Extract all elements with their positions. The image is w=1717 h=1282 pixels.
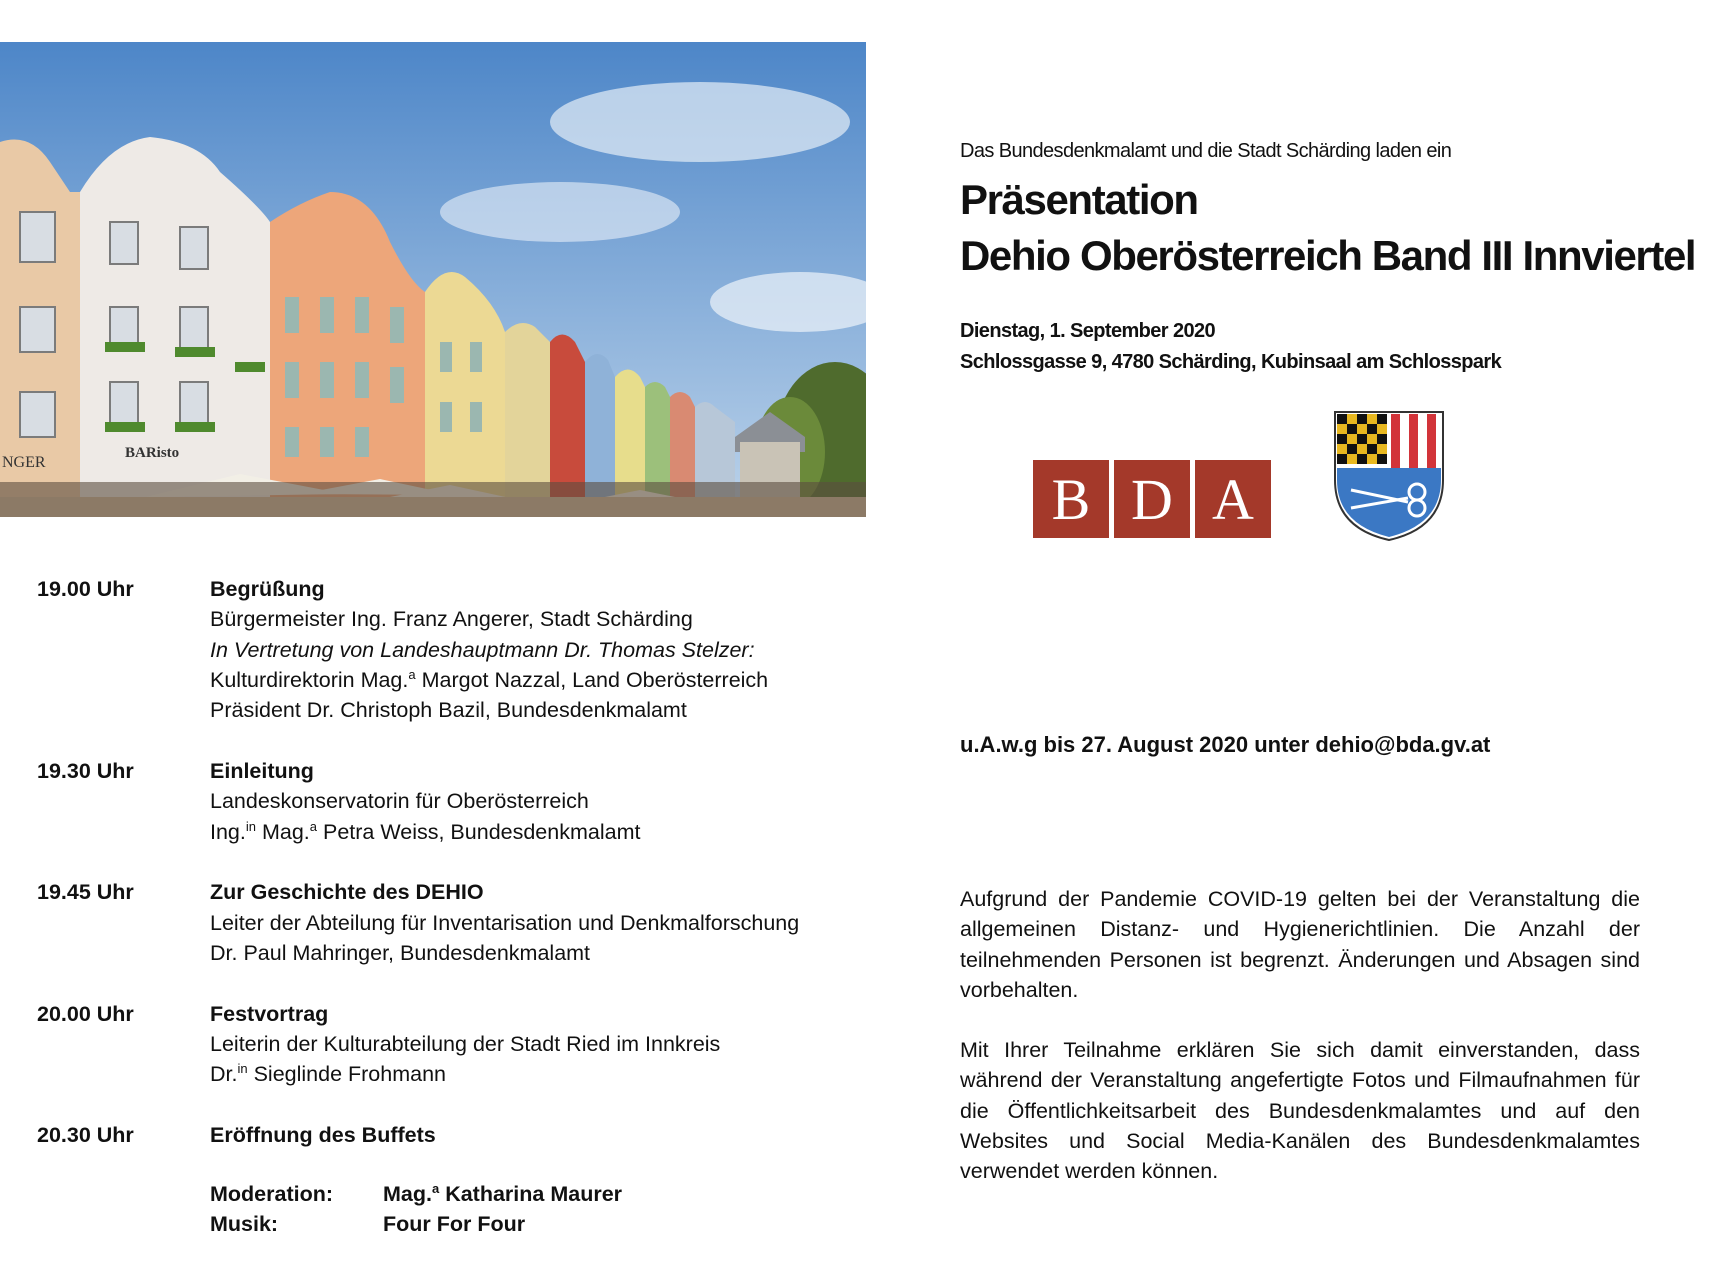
bda-logo <box>1033 460 1271 538</box>
credit-text: Mag. <box>383 1181 432 1206</box>
program-item <box>37 756 799 847</box>
credit-label: Moderation: <box>210 1181 334 1206</box>
superscript: a <box>431 1180 440 1196</box>
page-title <box>960 172 1695 284</box>
program-item <box>37 877 799 968</box>
program-heading: Einleitung <box>210 758 314 783</box>
program-text: Mag. <box>256 819 310 844</box>
credits <box>210 1179 799 1240</box>
title-line-1: Präsentation <box>960 176 1198 223</box>
program-item <box>37 574 799 725</box>
notice-text <box>960 884 1640 1217</box>
program-heading: Zur Geschichte des DEHIO <box>210 880 484 905</box>
program-line: Leiter der Abteilung für Inventarisation und Denkmalforschung <box>210 910 800 935</box>
town-square-photo <box>0 42 866 517</box>
program-line: Präsident Dr. Christoph Bazil, Bundesdenkmalamt <box>210 698 687 723</box>
program-line <box>210 665 799 695</box>
credit-text: Katharina Maurer <box>439 1181 623 1206</box>
program-heading: Begrüßung <box>210 577 325 601</box>
program-heading: Festvortrag <box>210 1001 329 1026</box>
notice-covid: Aufgrund der Pandemie COVID-19 gelten bei der Veranstaltung die allgemeinen Distanz- und Hygienerichtlinien. Die Anzahl der teilnehmenden Personen ist begrenzt. Änderungen und Absagen sind vorbehalten. <box>960 887 1640 1002</box>
notice-photo-consent: Mit Ihrer Teilnahme erklären Sie sich damit einverstanden, dass während der Veranstaltung angefertigte Fotos und Filmaufnahmen für die Öffentlichkeitsarbeit des Bundesdenkmalamtes und auf den Websites und Social Media-Kanälen des Bundesdenkmalamtes verwendet werden können. <box>960 1038 1640 1184</box>
rsvp-line: u.A.w.g bis 27. August 2020 unter dehio@bda.gv.at <box>960 732 1491 757</box>
program-time: 20.30 Uhr <box>37 1123 134 1148</box>
event-details <box>960 316 1501 378</box>
program-text: Sieglinde Frohmann <box>247 1062 447 1087</box>
program-item <box>37 999 799 1090</box>
event-date: Dienstag, 1. September 2020 <box>960 320 1216 342</box>
program-text: Margot Nazzal, Land Oberösterreich <box>415 667 769 692</box>
program-line <box>210 817 799 847</box>
superscript: in <box>245 818 256 834</box>
program-line: Dr. Paul Mahringer, Bundesdenkmalamt <box>210 940 591 965</box>
program-time: 19.30 Uhr <box>37 758 134 783</box>
schaerding-coat-of-arms <box>1333 410 1445 542</box>
bda-logo-letter-d: D <box>1114 460 1190 538</box>
program-text: Petra Weiss, Bundesdenkmalamt <box>317 819 641 844</box>
bda-logo-letter-a: A <box>1195 460 1271 538</box>
bda-logo-letter-b: B <box>1033 460 1109 538</box>
superscript: a <box>408 666 416 682</box>
invitation-line: Das Bundesdenkmalamt und die Stadt Schärding laden ein <box>960 140 1452 162</box>
program-line: Bürgermeister Ing. Franz Angerer, Stadt Schärding <box>210 607 693 632</box>
shop-sign-left: NGER <box>2 454 46 471</box>
program-text: Ing. <box>210 819 246 844</box>
program-time: 20.00 Uhr <box>37 1001 134 1026</box>
program-item <box>37 1120 799 1150</box>
program-line <box>210 1059 799 1089</box>
credit-value <box>383 1179 622 1209</box>
program-time: 19.45 Uhr <box>37 880 134 905</box>
event-location: Schlossgasse 9, 4780 Schärding, Kubinsaal am Schlosspark <box>960 351 1502 373</box>
title-line-2: Dehio Oberösterreich Band III Innviertel <box>960 232 1696 279</box>
superscript: a <box>309 818 318 834</box>
program-line: Leiterin der Kulturabteilung der Stadt Ried im Innkreis <box>210 1032 721 1057</box>
program-line: In Vertretung von Landeshauptmann Dr. Thomas Stelzer: <box>210 637 755 662</box>
shop-sign-baristo: BARisto <box>125 445 180 461</box>
credit-value: Four For Four <box>383 1212 526 1237</box>
program-time: 19.00 Uhr <box>37 577 134 601</box>
program-heading: Eröffnung des Buffets <box>210 1123 436 1148</box>
program-text: Dr. <box>210 1062 238 1087</box>
credit-row <box>210 1179 799 1209</box>
program-schedule <box>37 574 799 1240</box>
credit-label: Musik: <box>210 1212 279 1237</box>
superscript: in <box>237 1061 248 1077</box>
credit-row <box>210 1209 799 1239</box>
program-text: Kulturdirektorin Mag. <box>210 667 409 692</box>
program-line: Landeskonservatorin für Oberösterreich <box>210 789 589 814</box>
